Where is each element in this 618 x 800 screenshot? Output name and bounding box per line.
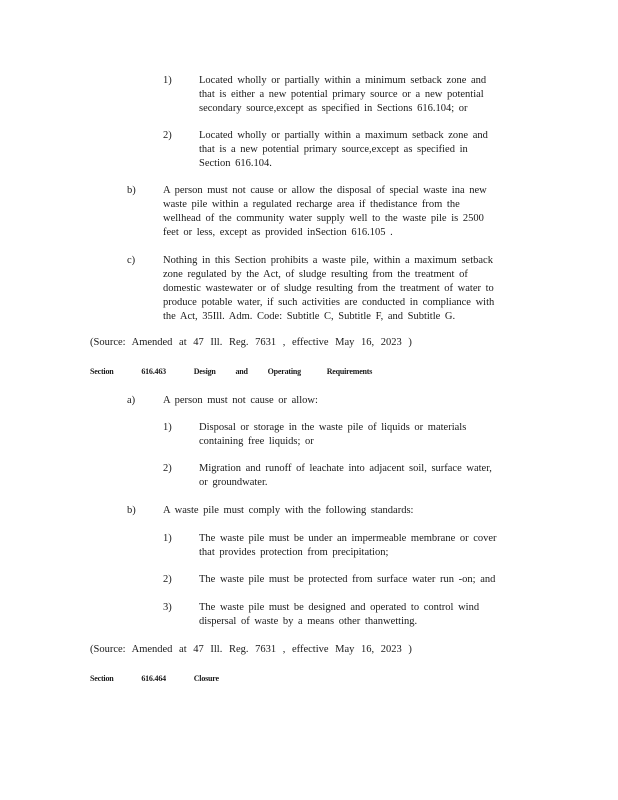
text-line: The waste pile must be designed and operated to control wind: [199, 602, 480, 613]
text-line: Located wholly or partially within a minimum setback zone and: [199, 75, 487, 86]
text-line: wellhead of the community water supply well to the waste pile is 2500: [163, 213, 484, 224]
text-line: dispersal of waste by a means other thanwetting.: [199, 616, 418, 627]
text-line: containing free liquids; or: [199, 436, 314, 447]
text-line: that is a new potential primary source,except as specified in: [199, 144, 468, 155]
section-title-word: Operating: [267, 367, 301, 376]
s463-b2-number: 2): [163, 574, 172, 585]
section-title-word: Requirements: [326, 367, 373, 376]
item-c-text: [163, 254, 519, 324]
source-note: (Source: Amended at 47 Ill. Reg. 7631 , effective May 16, 2023 ): [90, 644, 412, 655]
section-heading: [90, 367, 390, 376]
text-line: secondary source,except as specified in Sections 616.104; or: [199, 103, 468, 114]
text-line: The waste pile must be protected from surface water run -on; and: [199, 574, 496, 585]
text-line: waste pile within a regulated recharge area if thedistance from the: [163, 199, 460, 210]
item-2-text: [199, 129, 511, 171]
text-line: Section 616.104.: [199, 158, 272, 169]
section-word: Section: [90, 674, 114, 683]
s463-b1-text: [199, 532, 515, 560]
item-c-letter: c): [127, 255, 136, 266]
text-line: or groundwater.: [199, 477, 268, 488]
s463-a1-text: [199, 421, 477, 449]
text-line: that provides protection from precipitation;: [199, 547, 389, 558]
section-title: Closure: [193, 674, 219, 683]
s463-a2-number: 2): [163, 463, 172, 474]
text-line: The waste pile must be under an impermeable membrane or cover: [199, 533, 497, 544]
s463-a-text: [163, 394, 363, 408]
section-number: 616.463: [141, 367, 166, 376]
text-line: A person must not cause or allow:: [163, 395, 318, 406]
s463-a2-text: [199, 462, 511, 490]
section-word: Section: [90, 367, 114, 376]
s463-a1-number: 1): [163, 422, 172, 433]
item-b-text: [163, 184, 508, 240]
text-line: domestic wastewater or of sludge resulting from the treatment of water to: [163, 283, 494, 294]
s463-b2-text: [199, 573, 511, 587]
s463-b3-number: 3): [163, 602, 172, 613]
section-title-word: and: [235, 367, 248, 376]
text-line: that is either a new potential primary source or a new potential: [199, 89, 484, 100]
item-2-number: 2): [163, 130, 172, 141]
text-line: Migration and runoff of leachate into adjacent soil, surface water,: [199, 463, 492, 474]
section-number: 616.464: [141, 674, 166, 683]
text-line: A waste pile must comply with the following standards:: [163, 505, 414, 516]
section-heading: [90, 674, 237, 683]
text-line: feet or less, except as provided inSection 616.105 .: [163, 227, 393, 238]
item-b-letter: b): [127, 185, 136, 196]
text-line: produce potable water, if such activities are conducted in compliance with: [163, 297, 495, 308]
item-1-text: [199, 74, 511, 116]
source-note: (Source: Amended at 47 Ill. Reg. 7631 , effective May 16, 2023 ): [90, 337, 412, 348]
s463-b-letter: b): [127, 505, 136, 516]
section-title-word: Design: [193, 367, 216, 376]
text-line: the Act, 35Ill. Adm. Code: Subtitle C, Subtitle F, and Subtitle G.: [163, 311, 456, 322]
s463-b3-text: [199, 601, 495, 629]
s463-b1-number: 1): [163, 533, 172, 544]
text-line: A person must not cause or allow the disposal of special waste ina new: [163, 185, 487, 196]
s463-a-letter: a): [127, 395, 136, 406]
item-1-number: 1): [163, 75, 172, 86]
text-line: Disposal or storage in the waste pile of liquids or materials: [199, 422, 467, 433]
s463-b-text: [163, 504, 433, 518]
text-line: zone regulated by the Act, of sludge resulting from the treatment of: [163, 269, 468, 280]
text-line: Nothing in this Section prohibits a waste pile, within a maximum setback: [163, 255, 493, 266]
text-line: Located wholly or partially within a maximum setback zone and: [199, 130, 488, 141]
